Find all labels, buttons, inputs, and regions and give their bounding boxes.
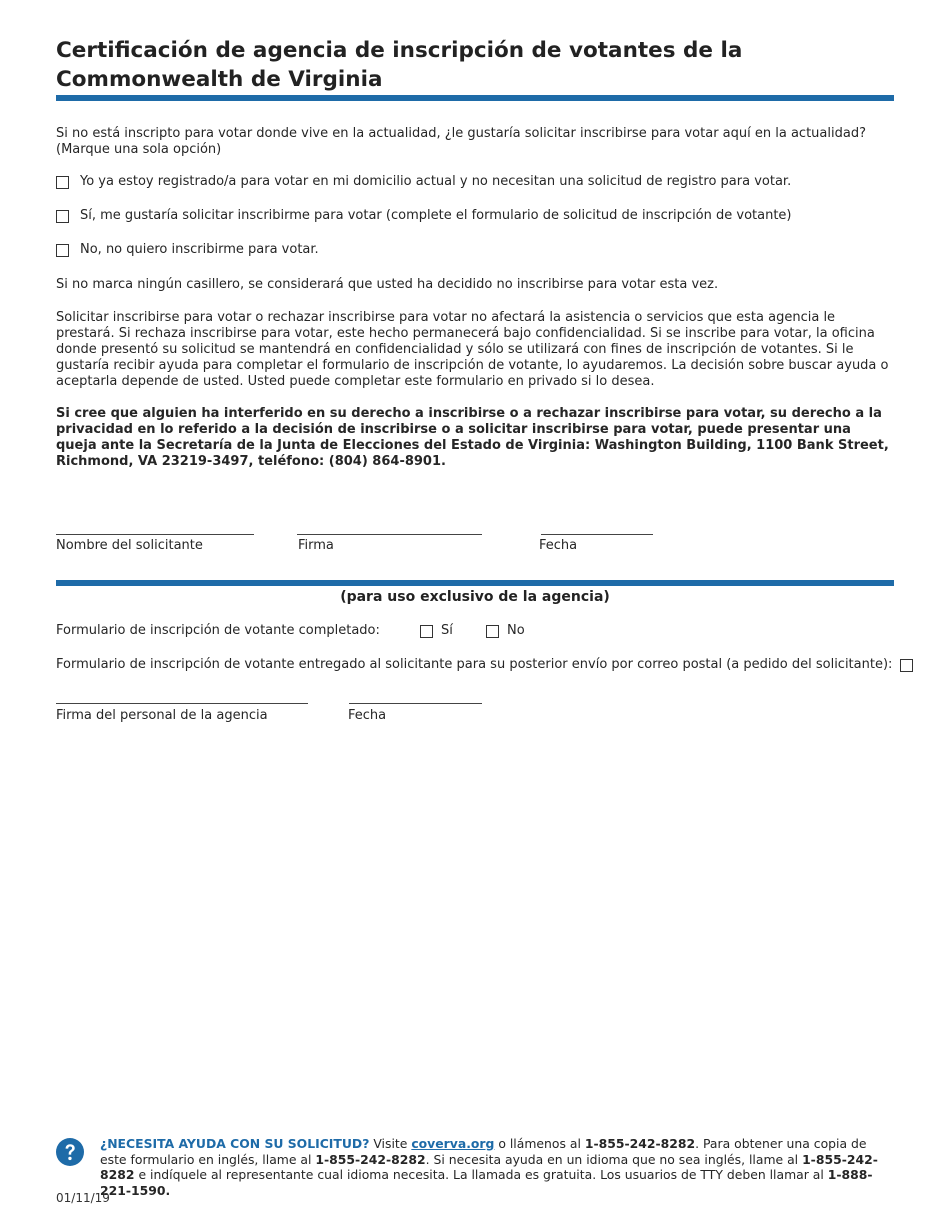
handed-row — [56, 657, 913, 673]
option-register-label: Sí, me gustaría solicitar inscribirme para votar (complete el formulario de solicitud de inscripción de votante) — [80, 208, 792, 223]
completed-no[interactable] — [486, 623, 525, 639]
help-t4: . Si necesita ayuda en un idioma que no sea inglés, llame al — [425, 1151, 803, 1167]
checkbox-register[interactable] — [56, 210, 69, 223]
help-phone-1: 1-855-242-8282 — [584, 1136, 696, 1151]
confidentiality-paragraph: Solicitar inscribirse para votar o rechazar inscribirse para votar no afectará la asistencia o servicios que esta agencia le prestará. Si rechaza inscribirse para votar, este hecho permanecerá bajo confidencialidad. Si se inscribe para votar, la oficina donde presentó su solicitud se mantendrá en confidencialidad y sólo se utilizará con fines de inscripción de votantes. Si le gustaría recibir ayuda para completar el formulario de inscripción de votante, lo ayudaremos. La decisión sobre buscar ayuda o aceptarla depende de usted. Usted puede completar este formulario en privado si lo desea. — [56, 310, 889, 389]
agency-date-caption: Fecha — [348, 708, 387, 723]
form-revision-date: 01/11/19 — [56, 1191, 110, 1205]
option-register[interactable] — [56, 208, 792, 224]
signature-caption: Firma — [298, 538, 334, 553]
help-t3: . Para obtener una copia de este formulario en inglés, llame al — [100, 1136, 867, 1167]
completed-yes-label: Sí — [441, 623, 453, 638]
question-circle-icon — [56, 1138, 84, 1166]
checkbox-completed-yes[interactable] — [420, 625, 433, 638]
completed-yes[interactable] — [420, 623, 453, 639]
applicant-name-line[interactable] — [56, 534, 254, 535]
checkbox-completed-no[interactable] — [486, 625, 499, 638]
option-already-registered-label: Yo ya estoy registrado/a para votar en mi domicilio actual y no necesitan una solicitud de registro para votar. — [80, 174, 792, 189]
option-decline-label: No, no quiero inscribirme para votar. — [80, 242, 319, 257]
agency-rule — [56, 580, 894, 586]
help-t2: o llámenos al — [494, 1136, 585, 1151]
help-lead: ¿NECESITA AYUDA CON SU SOLICITUD? — [100, 1136, 370, 1151]
help-tty-phone: 1-888-221-1590. — [100, 1167, 873, 1198]
date-line[interactable] — [541, 534, 653, 535]
date-caption: Fecha — [539, 538, 578, 553]
completed-label: Formulario de inscripción de votante completado: — [56, 623, 380, 638]
page-title: Certificación de agencia de inscripción de votantes de la Commonwealth de Virginia — [56, 38, 743, 92]
checkbox-decline[interactable] — [56, 244, 69, 257]
agency-heading: (para uso exclusivo de la agencia) — [340, 589, 610, 605]
checkbox-handed[interactable] — [900, 659, 913, 672]
agency-date-line[interactable] — [349, 703, 482, 704]
option-already-registered[interactable] — [56, 174, 791, 190]
complaint-paragraph: Si cree que alguien ha interferido en su derecho a inscribirse o a rechazar inscribirse para votar, su derecho a la privacidad en lo referido a la decisión de inscribirse o a solicitar inscribirse para votar, puede presentar una queja ante la Secretaría de la Junta de Elecciones del Estado de Virginia: Washington Building, 1100 Bank Street, Richmond, VA 23219-3497, teléfono: (804) 864-8901. — [56, 406, 889, 469]
checkbox-already-registered[interactable] — [56, 176, 69, 189]
help-phone-2: 1-855-242-8282 — [315, 1151, 426, 1167]
help-phone-3: 1-855-242-8282 — [100, 1151, 878, 1182]
handed-label: Formulario de inscripción de votante entregado al solicitante para su posterior envío por correo postal (a pedido del solicitante): — [56, 657, 893, 672]
help-t1: Visite — [369, 1136, 412, 1151]
help-t5: e indíquele al representante cual idioma necesita. La llamada es gratuita. Los usuarios de TTY deben llamar al — [134, 1167, 828, 1182]
coverva-link[interactable]: coverva.org — [411, 1136, 495, 1151]
completed-no-label: No — [507, 623, 525, 638]
registration-question: Si no está inscripto para votar donde vive en la actualidad, ¿le gustaría solicitar inscribirse para votar aquí en la actualidad? (Marque una sola opción) — [56, 126, 866, 157]
staff-signature-line[interactable] — [56, 703, 308, 704]
signature-line[interactable] — [297, 534, 482, 535]
no-box-notice: Si no marca ningún casillero, se considerará que usted ha decidido no inscribirse para votar esta vez. — [56, 277, 719, 292]
option-decline[interactable] — [56, 242, 319, 258]
staff-signature-caption: Firma del personal de la agencia — [56, 708, 268, 723]
applicant-name-caption: Nombre del solicitante — [56, 538, 203, 553]
help-text — [100, 1136, 895, 1198]
header-rule — [56, 95, 894, 101]
